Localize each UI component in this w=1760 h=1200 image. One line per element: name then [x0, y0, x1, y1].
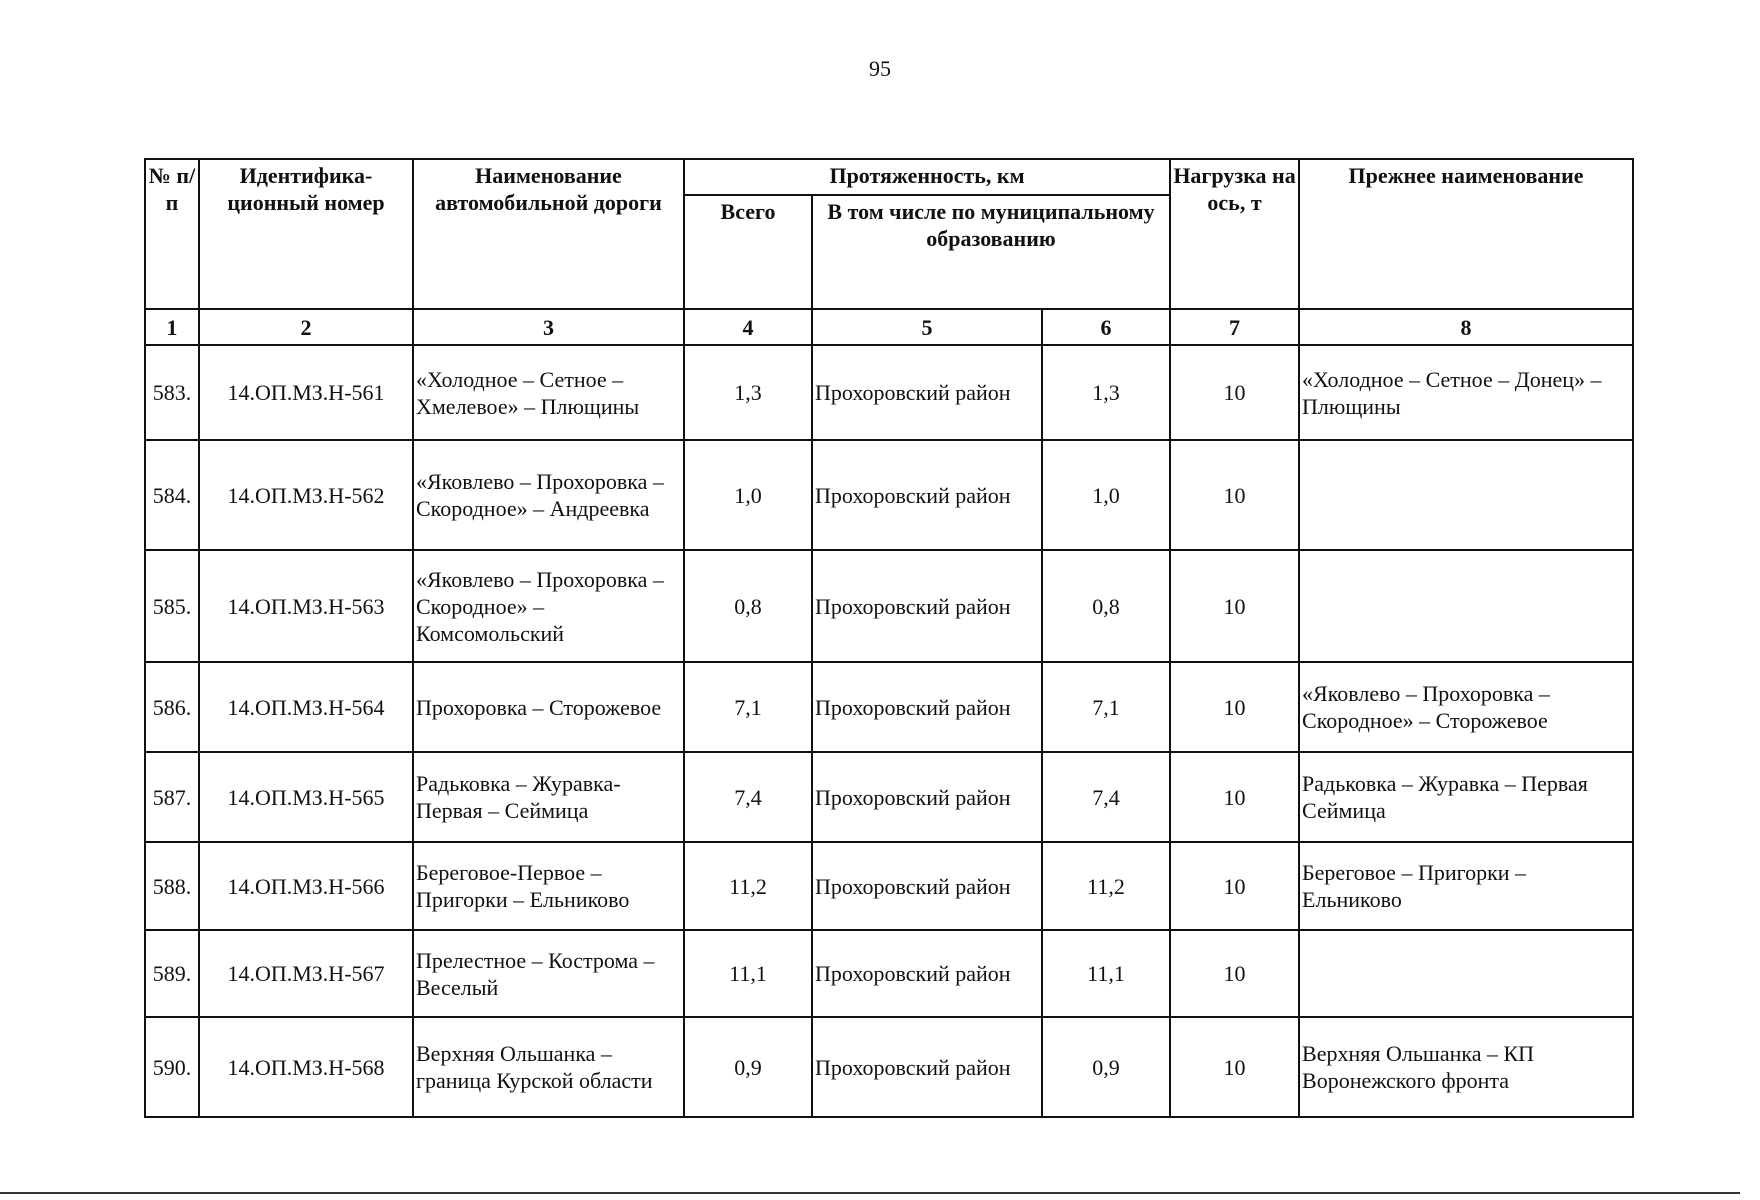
- municipal-length: 0,9: [1042, 1017, 1170, 1117]
- former-name: [1299, 930, 1633, 1017]
- header-former-name: Прежнее наименование: [1299, 159, 1633, 309]
- header-by-municipality: В том числе по муниципальному образованию: [812, 195, 1170, 309]
- former-name: «Яковлево – Прохоровка – Скородное» – Сторожевое: [1299, 662, 1633, 752]
- column-number: 1: [145, 309, 199, 345]
- municipality: Прохоровский район: [812, 440, 1042, 550]
- row-number: 588.: [145, 842, 199, 930]
- column-number: 7: [1170, 309, 1299, 345]
- length-total: 1,0: [684, 440, 812, 550]
- municipal-length: 7,1: [1042, 662, 1170, 752]
- table-row: [145, 752, 1633, 842]
- axle-load: 10: [1170, 930, 1299, 1017]
- municipal-length: 11,2: [1042, 842, 1170, 930]
- header-total: Всего: [684, 195, 812, 309]
- road-id: 14.ОП.МЗ.Н-568: [199, 1017, 413, 1117]
- road-name: Радьковка – Журавка-Первая – Сеймица: [413, 752, 684, 842]
- table-row: [145, 842, 1633, 930]
- former-name: Береговое – Пригорки – Ельниково: [1299, 842, 1633, 930]
- row-number: 589.: [145, 930, 199, 1017]
- axle-load: 10: [1170, 550, 1299, 662]
- table-row: [145, 1017, 1633, 1117]
- length-total: 7,4: [684, 752, 812, 842]
- length-total: 11,2: [684, 842, 812, 930]
- header-axle-load: Нагрузка на ось, т: [1170, 159, 1299, 309]
- municipality: Прохоровский район: [812, 345, 1042, 440]
- header-length-group: Протяженность, км: [684, 159, 1170, 195]
- road-id: 14.ОП.МЗ.Н-566: [199, 842, 413, 930]
- former-name: [1299, 550, 1633, 662]
- former-name: Радьковка – Журавка – Первая Сеймица: [1299, 752, 1633, 842]
- municipality: Прохоровский район: [812, 1017, 1042, 1117]
- column-number: 4: [684, 309, 812, 345]
- road-name: Береговое-Первое – Пригорки – Ельниково: [413, 842, 684, 930]
- municipal-length: 1,0: [1042, 440, 1170, 550]
- row-number: 586.: [145, 662, 199, 752]
- header-road-name: Наименование автомобильной дороги: [413, 159, 684, 309]
- municipality: Прохоровский район: [812, 752, 1042, 842]
- column-numbers-row: [145, 309, 1633, 345]
- row-number: 587.: [145, 752, 199, 842]
- road-id: 14.ОП.МЗ.Н-564: [199, 662, 413, 752]
- table-header: [145, 159, 1633, 345]
- municipal-length: 7,4: [1042, 752, 1170, 842]
- length-total: 0,9: [684, 1017, 812, 1117]
- header-id: Идентифика-ционный номер: [199, 159, 413, 309]
- road-id: 14.ОП.МЗ.Н-561: [199, 345, 413, 440]
- road-id: 14.ОП.МЗ.Н-565: [199, 752, 413, 842]
- former-name: Верхняя Ольшанка – КП Воронежского фронта: [1299, 1017, 1633, 1117]
- length-total: 0,8: [684, 550, 812, 662]
- municipal-length: 1,3: [1042, 345, 1170, 440]
- municipality: Прохоровский район: [812, 930, 1042, 1017]
- header-number: № п/п: [145, 159, 199, 309]
- table-row: [145, 930, 1633, 1017]
- table-row: [145, 440, 1633, 550]
- table-row: [145, 662, 1633, 752]
- former-name: «Холодное – Сетное – Донец» – Плющины: [1299, 345, 1633, 440]
- column-number: 8: [1299, 309, 1633, 345]
- length-total: 7,1: [684, 662, 812, 752]
- road-name: «Холодное – Сетное – Хмелевое» – Плющины: [413, 345, 684, 440]
- former-name: [1299, 440, 1633, 550]
- length-total: 1,3: [684, 345, 812, 440]
- road-name: Верхняя Ольшанка – граница Курской области: [413, 1017, 684, 1117]
- axle-load: 10: [1170, 440, 1299, 550]
- page-bottom-rule: [0, 1192, 1740, 1194]
- road-id: 14.ОП.МЗ.Н-563: [199, 550, 413, 662]
- road-name: Прохоровка – Сторожевое: [413, 662, 684, 752]
- column-number: 3: [413, 309, 684, 345]
- page-number: 95: [869, 56, 891, 81]
- row-number: 584.: [145, 440, 199, 550]
- road-id: 14.ОП.МЗ.Н-567: [199, 930, 413, 1017]
- column-number: 5: [812, 309, 1042, 345]
- road-id: 14.ОП.МЗ.Н-562: [199, 440, 413, 550]
- road-name: «Яковлево – Прохоровка – Скородное» – Комсомольский: [413, 550, 684, 662]
- axle-load: 10: [1170, 842, 1299, 930]
- row-number: 583.: [145, 345, 199, 440]
- axle-load: 10: [1170, 662, 1299, 752]
- column-number: 6: [1042, 309, 1170, 345]
- table-row: [145, 550, 1633, 662]
- municipal-length: 11,1: [1042, 930, 1170, 1017]
- roads-table: [144, 158, 1634, 1118]
- road-name: «Яковлево – Прохоровка – Скородное» – Андреевка: [413, 440, 684, 550]
- row-number: 590.: [145, 1017, 199, 1117]
- road-name: Прелестное – Кострома – Веселый: [413, 930, 684, 1017]
- axle-load: 10: [1170, 345, 1299, 440]
- row-number: 585.: [145, 550, 199, 662]
- axle-load: 10: [1170, 1017, 1299, 1117]
- municipal-length: 0,8: [1042, 550, 1170, 662]
- municipality: Прохоровский район: [812, 550, 1042, 662]
- table-row: [145, 345, 1633, 440]
- axle-load: 10: [1170, 752, 1299, 842]
- municipality: Прохоровский район: [812, 662, 1042, 752]
- column-number: 2: [199, 309, 413, 345]
- length-total: 11,1: [684, 930, 812, 1017]
- municipality: Прохоровский район: [812, 842, 1042, 930]
